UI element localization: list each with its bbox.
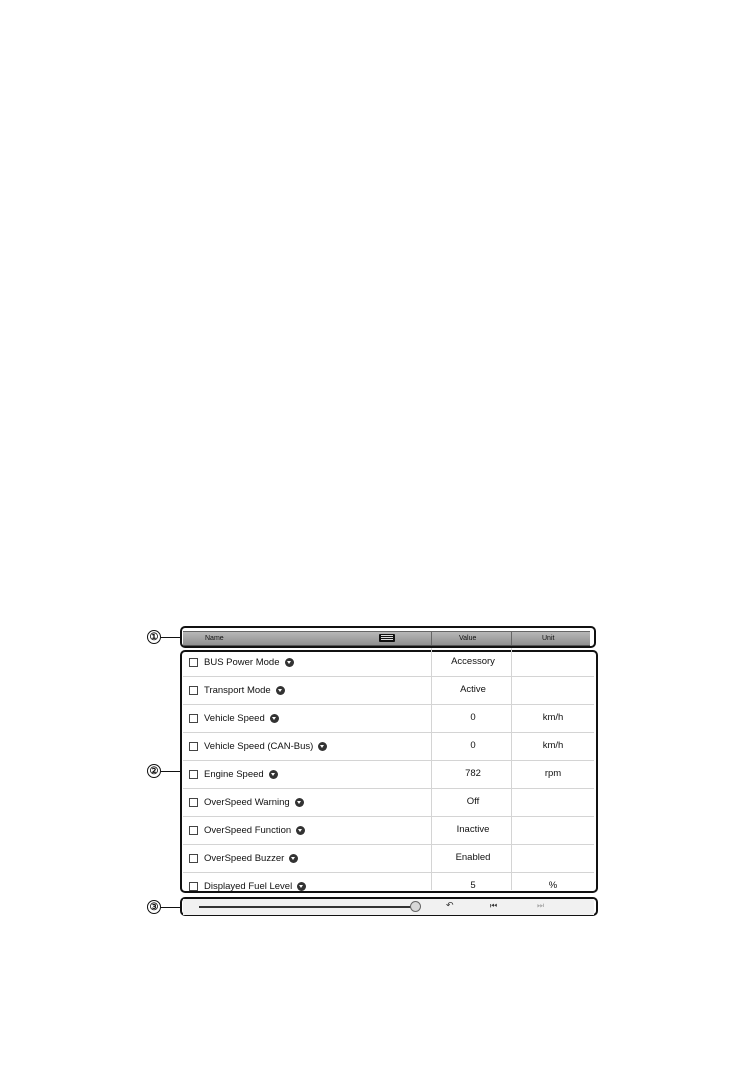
callout-1-leader bbox=[161, 637, 181, 638]
parameter-unit: km/h bbox=[542, 740, 564, 751]
callout-2: ② bbox=[147, 764, 161, 778]
menu-icon[interactable] bbox=[379, 634, 395, 642]
parameter-value: Inactive bbox=[456, 824, 490, 835]
table-row[interactable] bbox=[183, 676, 594, 705]
row-checkbox[interactable] bbox=[189, 798, 198, 807]
table-row[interactable] bbox=[183, 732, 594, 761]
dropdown-arrow-icon[interactable] bbox=[276, 686, 285, 695]
function-toolbar bbox=[183, 899, 594, 915]
parameter-name: Displayed Fuel Level bbox=[204, 880, 293, 892]
parameter-value: Enabled bbox=[455, 852, 491, 863]
parameter-name: Engine Speed bbox=[204, 768, 264, 780]
callout-3-leader bbox=[161, 907, 181, 908]
column-header-value[interactable]: Value bbox=[459, 635, 477, 642]
dropdown-arrow-icon[interactable] bbox=[318, 742, 327, 751]
dropdown-arrow-icon[interactable] bbox=[285, 658, 294, 667]
parameter-unit bbox=[513, 648, 593, 676]
record-slider-track[interactable] bbox=[199, 906, 415, 908]
parameter-unit: % bbox=[548, 880, 558, 891]
dropdown-arrow-icon[interactable] bbox=[289, 854, 298, 863]
parameter-value: Accessory bbox=[451, 656, 495, 667]
skip-previous-icon[interactable]: ⏮ bbox=[490, 901, 498, 910]
column-header-name[interactable]: Name bbox=[205, 635, 224, 642]
table-row[interactable] bbox=[183, 760, 594, 789]
column-header-bar bbox=[183, 631, 590, 646]
header-divider bbox=[431, 632, 432, 645]
row-checkbox[interactable] bbox=[189, 658, 198, 667]
row-checkbox[interactable] bbox=[189, 742, 198, 751]
parameter-name: OverSpeed Buzzer bbox=[204, 852, 285, 864]
row-checkbox[interactable] bbox=[189, 854, 198, 863]
data-stream-table bbox=[183, 648, 594, 890]
dropdown-arrow-icon[interactable] bbox=[295, 798, 304, 807]
parameter-name: OverSpeed Warning bbox=[204, 796, 290, 808]
table-row[interactable] bbox=[183, 704, 594, 733]
parameter-value: Active bbox=[460, 684, 486, 695]
dropdown-arrow-icon[interactable] bbox=[296, 826, 305, 835]
back-arrow-icon[interactable]: ↶ bbox=[446, 900, 454, 910]
parameter-value: 782 bbox=[465, 768, 481, 779]
parameter-name: OverSpeed Function bbox=[204, 824, 292, 836]
parameter-unit bbox=[513, 816, 593, 844]
parameter-name: BUS Power Mode bbox=[204, 656, 280, 668]
row-checkbox[interactable] bbox=[189, 882, 198, 891]
dropdown-arrow-icon[interactable] bbox=[269, 770, 278, 779]
table-row[interactable] bbox=[183, 648, 594, 677]
parameter-name: Vehicle Speed bbox=[204, 712, 265, 724]
parameter-unit: rpm bbox=[544, 768, 562, 779]
table-row[interactable] bbox=[183, 844, 594, 873]
column-header-unit[interactable]: Unit bbox=[542, 635, 555, 642]
parameter-value: 5 bbox=[470, 880, 476, 891]
row-checkbox[interactable] bbox=[189, 714, 198, 723]
dropdown-arrow-icon[interactable] bbox=[270, 714, 279, 723]
parameter-unit bbox=[513, 844, 593, 872]
parameter-name: Transport Mode bbox=[204, 684, 271, 696]
parameter-unit bbox=[513, 676, 593, 704]
header-divider bbox=[511, 632, 512, 645]
row-checkbox[interactable] bbox=[189, 826, 198, 835]
callout-1: ① bbox=[147, 630, 161, 644]
callout-2-leader bbox=[161, 771, 181, 772]
parameter-unit: km/h bbox=[542, 712, 564, 723]
parameter-value: 0 bbox=[470, 740, 476, 751]
table-row[interactable] bbox=[183, 816, 594, 845]
parameter-name: Vehicle Speed (CAN-Bus) bbox=[204, 740, 314, 752]
parameter-value: Off bbox=[466, 796, 480, 807]
record-slider-knob[interactable] bbox=[410, 901, 421, 912]
callout-3: ③ bbox=[147, 900, 161, 914]
parameter-unit bbox=[513, 788, 593, 816]
table-row[interactable] bbox=[183, 872, 594, 900]
parameter-value: 0 bbox=[470, 712, 476, 723]
row-checkbox[interactable] bbox=[189, 686, 198, 695]
row-checkbox[interactable] bbox=[189, 770, 198, 779]
skip-next-icon[interactable]: ⏭ bbox=[537, 901, 545, 910]
table-row[interactable] bbox=[183, 788, 594, 817]
dropdown-arrow-icon[interactable] bbox=[297, 882, 306, 891]
